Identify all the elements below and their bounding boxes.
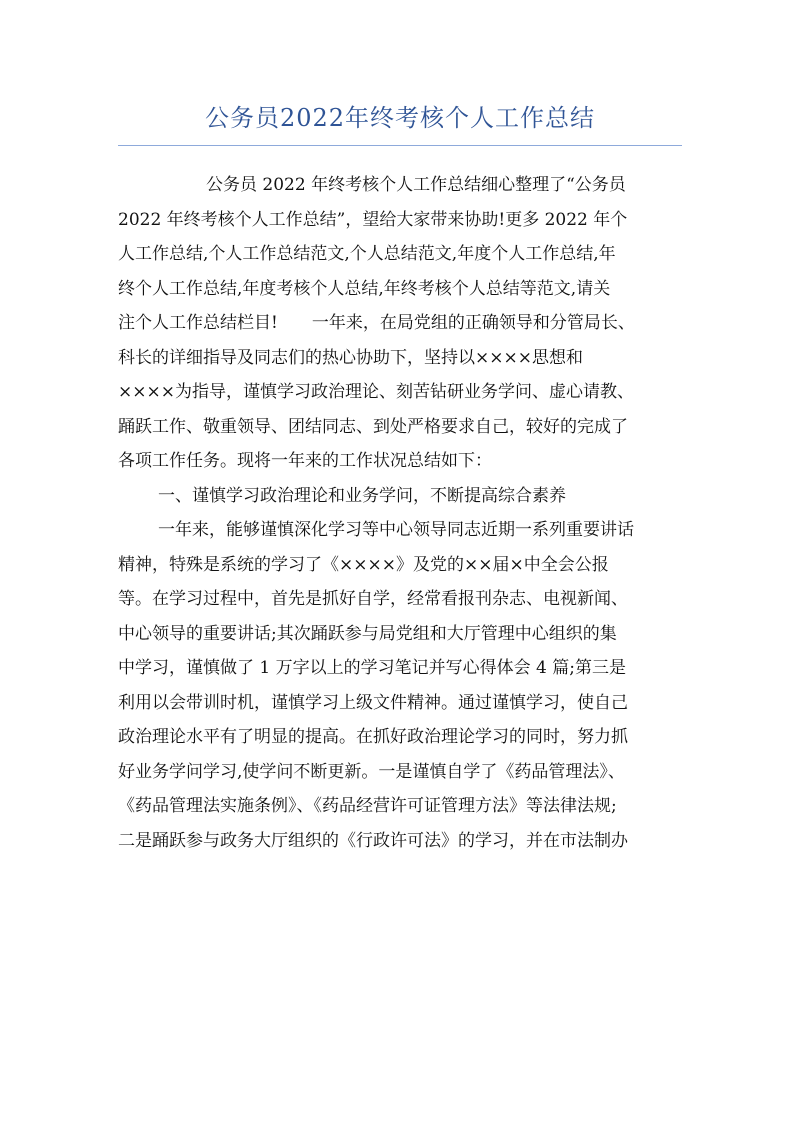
- body-line: 等。在学习过程中，首先是抓好自学，经常看报刊杂志、电视新闻、: [118, 589, 628, 609]
- body-line: 2022 年终考核个人工作总结”，望给大家带来协助!更多 2022 年个: [118, 209, 628, 230]
- body-line: ××××为指导，谨慎学习政治理论、刻苦钻研业务学问、虚心请教、: [118, 382, 634, 402]
- body-line: 注个人工作总结栏目! 一年来，在局党组的正确领导和分管局长、: [118, 313, 635, 333]
- section-heading: 一、谨慎学习政治理论和业务学问，不断提高综合素养: [158, 485, 566, 506]
- body-line: 踊跃工作、敬重领导、团结同志、到处严格要求自己，较好的完成了: [118, 416, 628, 437]
- body-line: 公务员 2022 年终考核个人工作总结细心整理了“公务员: [206, 175, 626, 195]
- body-line: 中学习，谨慎做了 1 万字以上的学习笔记并写心得体会 4 篇;第三是: [118, 658, 626, 678]
- body-line: 政治理论水平有了明显的提高。在抓好政治理论学习的同时，努力抓: [118, 727, 628, 747]
- body-line: 科长的详细指导及同志们的热心协助下，坚持以××××思想和: [118, 347, 583, 368]
- title-divider: [118, 145, 682, 146]
- body-line: 利用以会带训时机，谨慎学习上级文件精神。通过谨慎学习，使自己: [118, 692, 628, 713]
- body-line: 一年来，能够谨慎深化学习等中心领导同志近期一系列重要讲话: [158, 520, 634, 540]
- body-line: 二是踊跃参与政务大厅组织的《行政许可法》的学习，并在市法制办: [118, 830, 628, 851]
- body-line: 人工作总结,个人工作总结范文,个人总结范文,年度个人工作总结,年: [118, 244, 616, 264]
- body-line: 好业务学问学习,使学问不断更新。一是谨慎自学了《药品管理法》、: [118, 761, 625, 782]
- document-body: [118, 168, 684, 858]
- document-title: 公务员2022年终考核个人工作总结: [204, 104, 596, 132]
- body-line: 精神，特殊是系统的学习了《××××》及党的××届×中全会公报: [118, 554, 609, 575]
- body-line: 终个人工作总结,年度考核个人总结,年终考核个人总结等范文,请关: [118, 278, 611, 299]
- body-line: 中心领导的重要讲话;其次踊跃参与局党组和大厅管理中心组织的集: [118, 623, 617, 644]
- body-line: 各项工作任务。现将一年来的工作状况总结如下：: [118, 451, 492, 471]
- body-line: 《药品管理法实施条例》、《药品经营许可证管理方法》等法律法规;: [118, 796, 617, 816]
